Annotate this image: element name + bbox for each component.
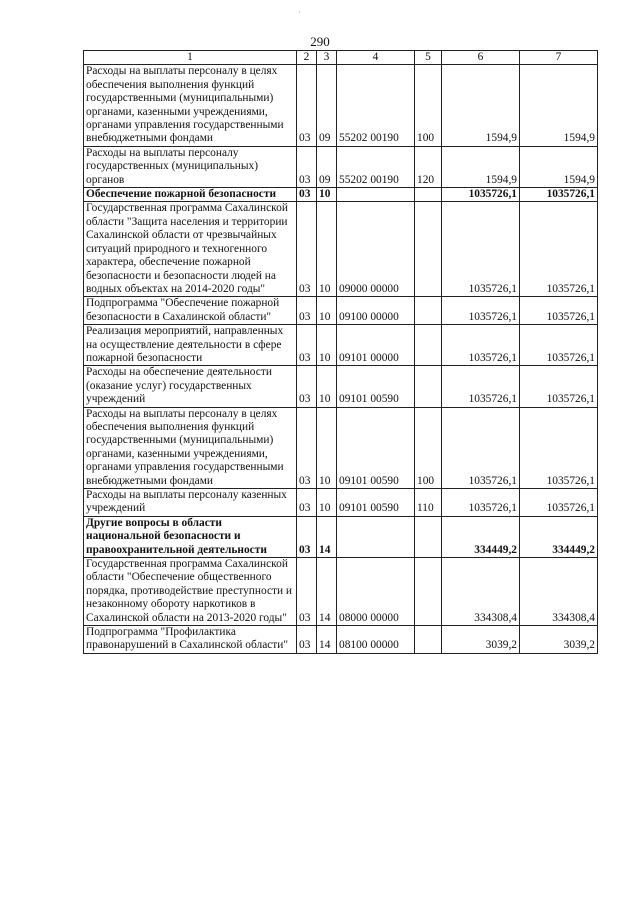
row-expense-type xyxy=(415,558,442,626)
row-sum-2: 334449,2 xyxy=(520,516,598,557)
page-number: 290 xyxy=(310,34,330,49)
row-target-article: 09000 00000 xyxy=(337,202,415,297)
row-sum-1: 1035726,1 xyxy=(442,407,520,488)
row-subsection: 09 xyxy=(317,146,337,187)
row-name: Государственная программа Сахалинской области "Защита населения и территории Сахалинской области от чрезвычайных ситуаций природного и техногенного характера, обеспечение пожарной безопасности и безопасности людей на водных объектах на 2014-2020 годы" xyxy=(84,202,297,297)
row-sum-2: 1035726,1 xyxy=(520,366,598,407)
header-row xyxy=(84,51,598,65)
row-name: Расходы на выплаты персоналу государственных (муниципальных) органов xyxy=(84,146,297,187)
row-name: Расходы на выплаты персоналу в целях обеспечения выполнения функций государственными (муниципальными) органами, казенными учреждениями, органами управления государственными внебюджетными фондами xyxy=(84,407,297,488)
row-sum-1: 1035726,1 xyxy=(442,325,520,366)
header-col-4: 4 xyxy=(337,51,415,65)
row-sum-1: 1035726,1 xyxy=(442,489,520,517)
row-expense-type xyxy=(415,188,442,202)
row-name: Государственная программа Сахалинской области "Обеспечение общественного порядка, противодействие преступности и незаконному обороту наркотиков в Сахалинской области на 2013-2020 годы" xyxy=(84,558,297,626)
row-subsection: 10 xyxy=(317,202,337,297)
row-expense-type: 100 xyxy=(415,65,442,146)
row-section: 03 xyxy=(297,65,317,146)
row-sum-1: 1035726,1 xyxy=(442,188,520,202)
table-row xyxy=(84,146,598,187)
row-sum-1: 1035726,1 xyxy=(442,202,520,297)
row-sum-2: 1035726,1 xyxy=(520,297,598,325)
table-row xyxy=(84,366,598,407)
table-row xyxy=(84,188,598,202)
row-sum-1: 1594,9 xyxy=(442,146,520,187)
row-name: Подпрограмма "Профилактика правонарушений в Сахалинской области" xyxy=(84,626,297,654)
row-target-article xyxy=(337,188,415,202)
table-row xyxy=(84,325,598,366)
table-row xyxy=(84,297,598,325)
header-col-5: 5 xyxy=(415,51,442,65)
row-sum-1: 1035726,1 xyxy=(442,366,520,407)
row-sum-2: 3039,2 xyxy=(520,626,598,654)
row-expense-type xyxy=(415,202,442,297)
row-sum-2: 1035726,1 xyxy=(520,489,598,517)
header-col-1: 1 xyxy=(84,51,297,65)
row-target-article xyxy=(337,516,415,557)
row-sum-2: 1594,9 xyxy=(520,146,598,187)
row-target-article: 09100 00000 xyxy=(337,297,415,325)
row-section: 03 xyxy=(297,146,317,187)
row-section: 03 xyxy=(297,366,317,407)
row-subsection: 10 xyxy=(317,297,337,325)
table-row xyxy=(84,407,598,488)
header-col-3: 3 xyxy=(317,51,337,65)
row-target-article: 08000 00000 xyxy=(337,558,415,626)
row-name: Расходы на выплаты персоналу казенных учреждений xyxy=(84,489,297,517)
row-subsection: 14 xyxy=(317,626,337,654)
row-name: Расходы на выплаты персоналу в целях обеспечения выполнения функций государственными (муниципальными) органами, казенными учреждениями, органами управления государственными внебюджетными фондами xyxy=(84,65,297,146)
row-expense-type xyxy=(415,626,442,654)
row-expense-type xyxy=(415,516,442,557)
row-section: 03 xyxy=(297,558,317,626)
row-expense-type xyxy=(415,325,442,366)
table-row xyxy=(84,489,598,517)
row-name: Обеспечение пожарной безопасности xyxy=(84,188,297,202)
header-col-7: 7 xyxy=(520,51,598,65)
budget-table xyxy=(83,50,598,654)
row-expense-type xyxy=(415,366,442,407)
row-expense-type: 100 xyxy=(415,407,442,488)
table-row xyxy=(84,202,598,297)
row-target-article: 08100 00000 xyxy=(337,626,415,654)
row-expense-type xyxy=(415,297,442,325)
row-section: 03 xyxy=(297,516,317,557)
row-subsection: 10 xyxy=(317,407,337,488)
row-target-article: 55202 00190 xyxy=(337,65,415,146)
row-target-article: 09101 00590 xyxy=(337,366,415,407)
row-name: Реализация мероприятий, направленных на осуществление деятельности в сфере пожарной безопасности xyxy=(84,325,297,366)
row-target-article: 09101 00590 xyxy=(337,407,415,488)
row-sum-2: 1035726,1 xyxy=(520,202,598,297)
row-target-article: 09101 00590 xyxy=(337,489,415,517)
row-expense-type: 120 xyxy=(415,146,442,187)
row-sum-2: 1035726,1 xyxy=(520,407,598,488)
row-sum-1: 1594,9 xyxy=(442,65,520,146)
header-col-2: 2 xyxy=(297,51,317,65)
row-sum-1: 1035726,1 xyxy=(442,297,520,325)
table-row xyxy=(84,626,598,654)
row-section: 03 xyxy=(297,407,317,488)
header-col-6: 6 xyxy=(442,51,520,65)
row-target-article: 09101 00000 xyxy=(337,325,415,366)
scan-speck: · xyxy=(298,8,301,17)
row-sum-2: 334308,4 xyxy=(520,558,598,626)
table-row xyxy=(84,65,598,146)
row-subsection: 10 xyxy=(317,325,337,366)
row-section: 03 xyxy=(297,489,317,517)
row-sum-2: 1035726,1 xyxy=(520,188,598,202)
row-section: 03 xyxy=(297,188,317,202)
row-sum-1: 334449,2 xyxy=(442,516,520,557)
table-row xyxy=(84,558,598,626)
row-name: Подпрограмма "Обеспечение пожарной безопасности в Сахалинской области" xyxy=(84,297,297,325)
row-subsection: 10 xyxy=(317,366,337,407)
row-section: 03 xyxy=(297,325,317,366)
row-sum-1: 334308,4 xyxy=(442,558,520,626)
row-subsection: 10 xyxy=(317,188,337,202)
row-subsection: 14 xyxy=(317,558,337,626)
row-target-article: 55202 00190 xyxy=(337,146,415,187)
row-expense-type: 110 xyxy=(415,489,442,517)
row-subsection: 14 xyxy=(317,516,337,557)
row-section: 03 xyxy=(297,297,317,325)
row-subsection: 09 xyxy=(317,65,337,146)
row-section: 03 xyxy=(297,626,317,654)
row-subsection: 10 xyxy=(317,489,337,517)
row-sum-1: 3039,2 xyxy=(442,626,520,654)
row-section: 03 xyxy=(297,202,317,297)
table-body xyxy=(84,65,598,653)
row-sum-2: 1594,9 xyxy=(520,65,598,146)
row-sum-2: 1035726,1 xyxy=(520,325,598,366)
table-row xyxy=(84,516,598,557)
row-name: Другие вопросы в области национальной безопасности и правоохранительной деятельности xyxy=(84,516,297,557)
row-name: Расходы на обеспечение деятельности (оказание услуг) государственных учреждений xyxy=(84,366,297,407)
